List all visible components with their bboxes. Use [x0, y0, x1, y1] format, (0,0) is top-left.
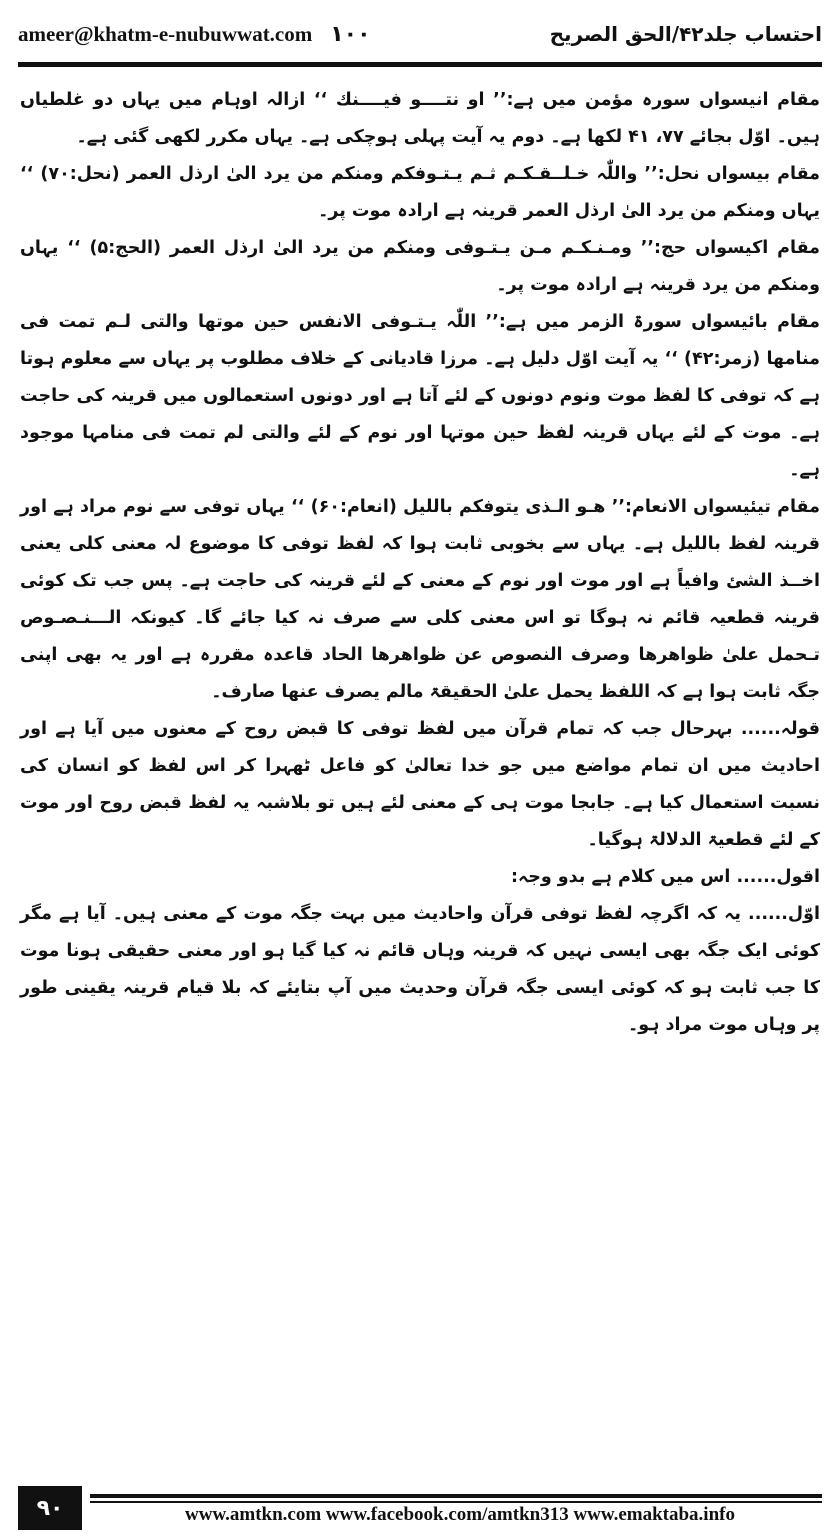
footer-page-number: ۹۰	[18, 1486, 82, 1530]
paragraph-22: مقام بائیسواں سورۃ الزمر میں ہے:’’ اللّٰہ یـتـوفی الانفس حین موتھا والتی لـم تمت فی منامھا (زمر:۴۲) ‘‘ یہ آیت اوّل دلیل ہے۔ مرزا قادیانی کے خلاف مطلوب پر یہاں سے معلوم ہوتا ہے کہ توفی کا لفظ موت ونوم دونوں کے لئے آتا ہے اور دونوں استعمالوں میں قرینہ کی حاجت ہے۔ موت کے لئے یہاں قرینہ لفظ حین موتہا اور نوم کے لئے والتی لم تمت فی منامہا موجود ہے۔	[20, 312, 820, 480]
header-email: ameer@khatm-e-nubuwwat.com	[18, 21, 313, 46]
paragraph-20: مقام بیسواں نحل:’’ واللّٰہ خـلــقـکـم ثـم یـتـوفکم ومنکم من یرد الیٰ ارذل العمر (نحل:۷۰) ‘‘ یہاں ومنکم من یرد الیٰ ارذل العمر قرینہ ہے ارادہ موت پر۔	[20, 164, 820, 221]
paragraph-21: مقام اکیسواں حج:’’ ومـنـکـم مـن یـتـوفی ومنکم من یرد الیٰ ارذل العمر (الحج:۵) ‘‘ یہاں ومنکم من یرد قرینہ ہے ارادہ موت پر۔	[20, 238, 821, 295]
header-page-number: ۱۰۰	[330, 21, 371, 47]
page-header	[18, 8, 822, 60]
footer-rule	[90, 1494, 822, 1498]
paragraph-aqulu: اقول...... اس میں کلام ہے بدو وجہ:	[510, 867, 820, 887]
paragraph-23: مقام تیئیسواں الانعام:’’ ھـو الـذی یتوفکم باللیل (انعام:۶۰) ‘‘ یہاں توفی سے نوم مراد ہے اور قرینہ لفظ باللیل ہے۔ یہاں سے بخوبی ثابت ہوا کہ لفظ توفی کا موضوع لہ معنی کلی یعنی اخــذ الشئ وافیاً ہے اور موت اور نوم کے معنی کے لئے قرینہ کی حاجت ہے۔ پس جب تک کوئی قرینہ قطعیہ قائم نہ ہوگا تو اس معنی کلی سے صرف نہ کیا جائے گا۔ کیونکہ الـــنـصـوص تـحمل علیٰ ظواھرھا وصرف النصوص عن ظواھرھا الحاد قاعدہ مقررہ ہے اور یہ بھی اپنی جگہ ثابت ہوا ہے کہ اللفظ یحمل علیٰ الحقیقۃ مالم یصرف عنھا صارف۔	[20, 497, 820, 702]
paragraph-awwal: اوّل...... یہ کہ اگرچہ لفظ توفی قرآن واحادیث میں بہت جگہ موت کے معنی ہیں۔ آیا ہے مگر کوئی ایک جگہ بھی ایسی نہیں کہ قرینہ وہاں قائم نہ کیا گیا ہو اور معنی حقیقی ہونا موت کا جب ثابت ہو کہ کوئی ایسی جگہ قرآن وحدیث میں آپ بتایئے کہ بلا قیام قرینہ یقینی طور پر وہاں موت مراد ہو۔	[20, 904, 820, 1035]
header-title: احتساب جلد۴۲/الحق الصریح	[549, 22, 822, 46]
header-rule	[18, 62, 822, 67]
header-left	[18, 22, 371, 47]
page-body	[20, 82, 820, 1044]
footer-links[interactable]: www.amtkn.com www.facebook.com/amtkn313 www.emaktaba.info	[185, 1504, 735, 1525]
paragraph-19: مقام انیسواں سورہ مؤمن میں ہے:’’ او نتــــو فیــــنك ‘‘ ازالہ اوہام میں یہاں دو غلطیاں ہیں۔ اوّل بجائے ۷۷، ۴۱ لکھا ہے۔ دوم یہ آیت پہلی ہوچکی ہے۔ یہاں مکرر لکھی گئی ہے۔	[20, 90, 820, 147]
paragraph-qaulahu: قولہ...... بہرحال جب کہ تمام قرآن میں لفظ توفی کا قبض روح کے معنوں میں آیا ہے اور احادیث میں ان تمام مواضع میں جو خدا تعالیٰ کو فاعل ٹھہرا کر اس لفظ کو انسان کی نسبت استعمال کیا ہے۔ جابجا موت ہی کے معنی لئے ہیں تو بلاشبہ یہ لفظ قبض روح اور موت کے لئے قطعیۃ الدلالۃ ہوگیا۔	[20, 719, 820, 850]
footer-rule-thin	[90, 1501, 822, 1503]
page-footer	[18, 1486, 822, 1534]
